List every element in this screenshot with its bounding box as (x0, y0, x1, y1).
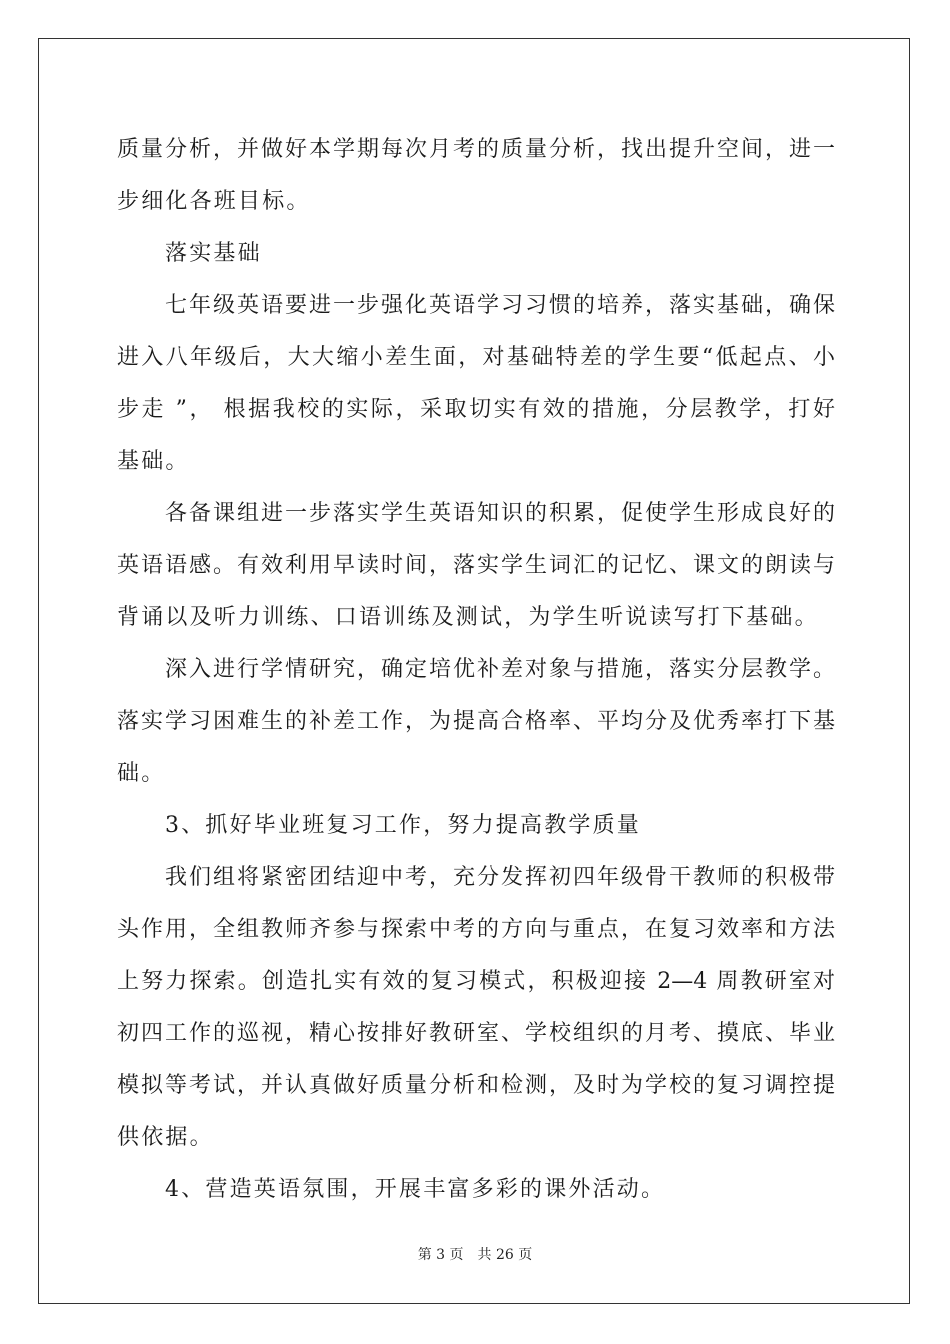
text-line: 背诵以及听力训练、口语训练及测试，为学生听说读写打下基础。 (117, 605, 819, 630)
text-line: 质量分析，并做好本学期每次月考的质量分析，找出提升空间，进一 (117, 137, 835, 162)
text-line: 落实学习困难生的补差工作，为提高合格率、平均分及优秀率打下基 (117, 709, 835, 734)
section-heading: 落实基础 (165, 241, 262, 266)
text-line: 模拟等考试，并认真做好质量分析和检测，及时为学校的复习调控提 (117, 1073, 835, 1098)
page-number: 第 3 页 共 26 页 (417, 1247, 533, 1263)
text-line: 步走 ”， 根据我校的实际，采取切实有效的措施，分层教学，打好 (117, 397, 835, 422)
text-line: 我们组将紧密团结迎中考，充分发挥初四年级骨干教师的积极带 (165, 865, 835, 890)
text-line: 深入进行学情研究，确定培优补差对象与措施，落实分层教学。 (165, 657, 835, 682)
text-line: 各备课组进一步落实学生英语知识的积累，促使学生形成良好的 (165, 501, 835, 526)
text-line: 头作用，全组教师齐参与探索中考的方向与重点，在复习效率和方法 (117, 917, 835, 942)
text-line: 初四工作的巡视，精心按排好教研室、学校组织的月考、摸底、毕业 (117, 1021, 835, 1046)
text-line: 上努力探索。创造扎实有效的复习模式，积极迎接 2—4 周教研室对 (117, 969, 835, 994)
section-heading: 4、营造英语氛围，开展丰富多彩的课外活动。 (165, 1177, 666, 1202)
text-line: 供依据。 (117, 1125, 214, 1150)
document-body (117, 124, 835, 1216)
text-line: 基础。 (117, 449, 190, 474)
text-line: 英语语感。有效利用早读时间，落实学生词汇的记忆、课文的朗读与 (117, 553, 835, 578)
text-line: 础。 (117, 761, 166, 786)
text-line: 进入八年级后，大大缩小差生面，对基础特差的学生要“低起点、小 (117, 345, 835, 370)
section-heading: 3、抓好毕业班复习工作，努力提高教学质量 (165, 813, 641, 838)
text-line: 步细化各班目标。 (117, 189, 311, 214)
text-line: 七年级英语要进一步强化英语学习习惯的培养，落实基础，确保 (165, 293, 835, 318)
